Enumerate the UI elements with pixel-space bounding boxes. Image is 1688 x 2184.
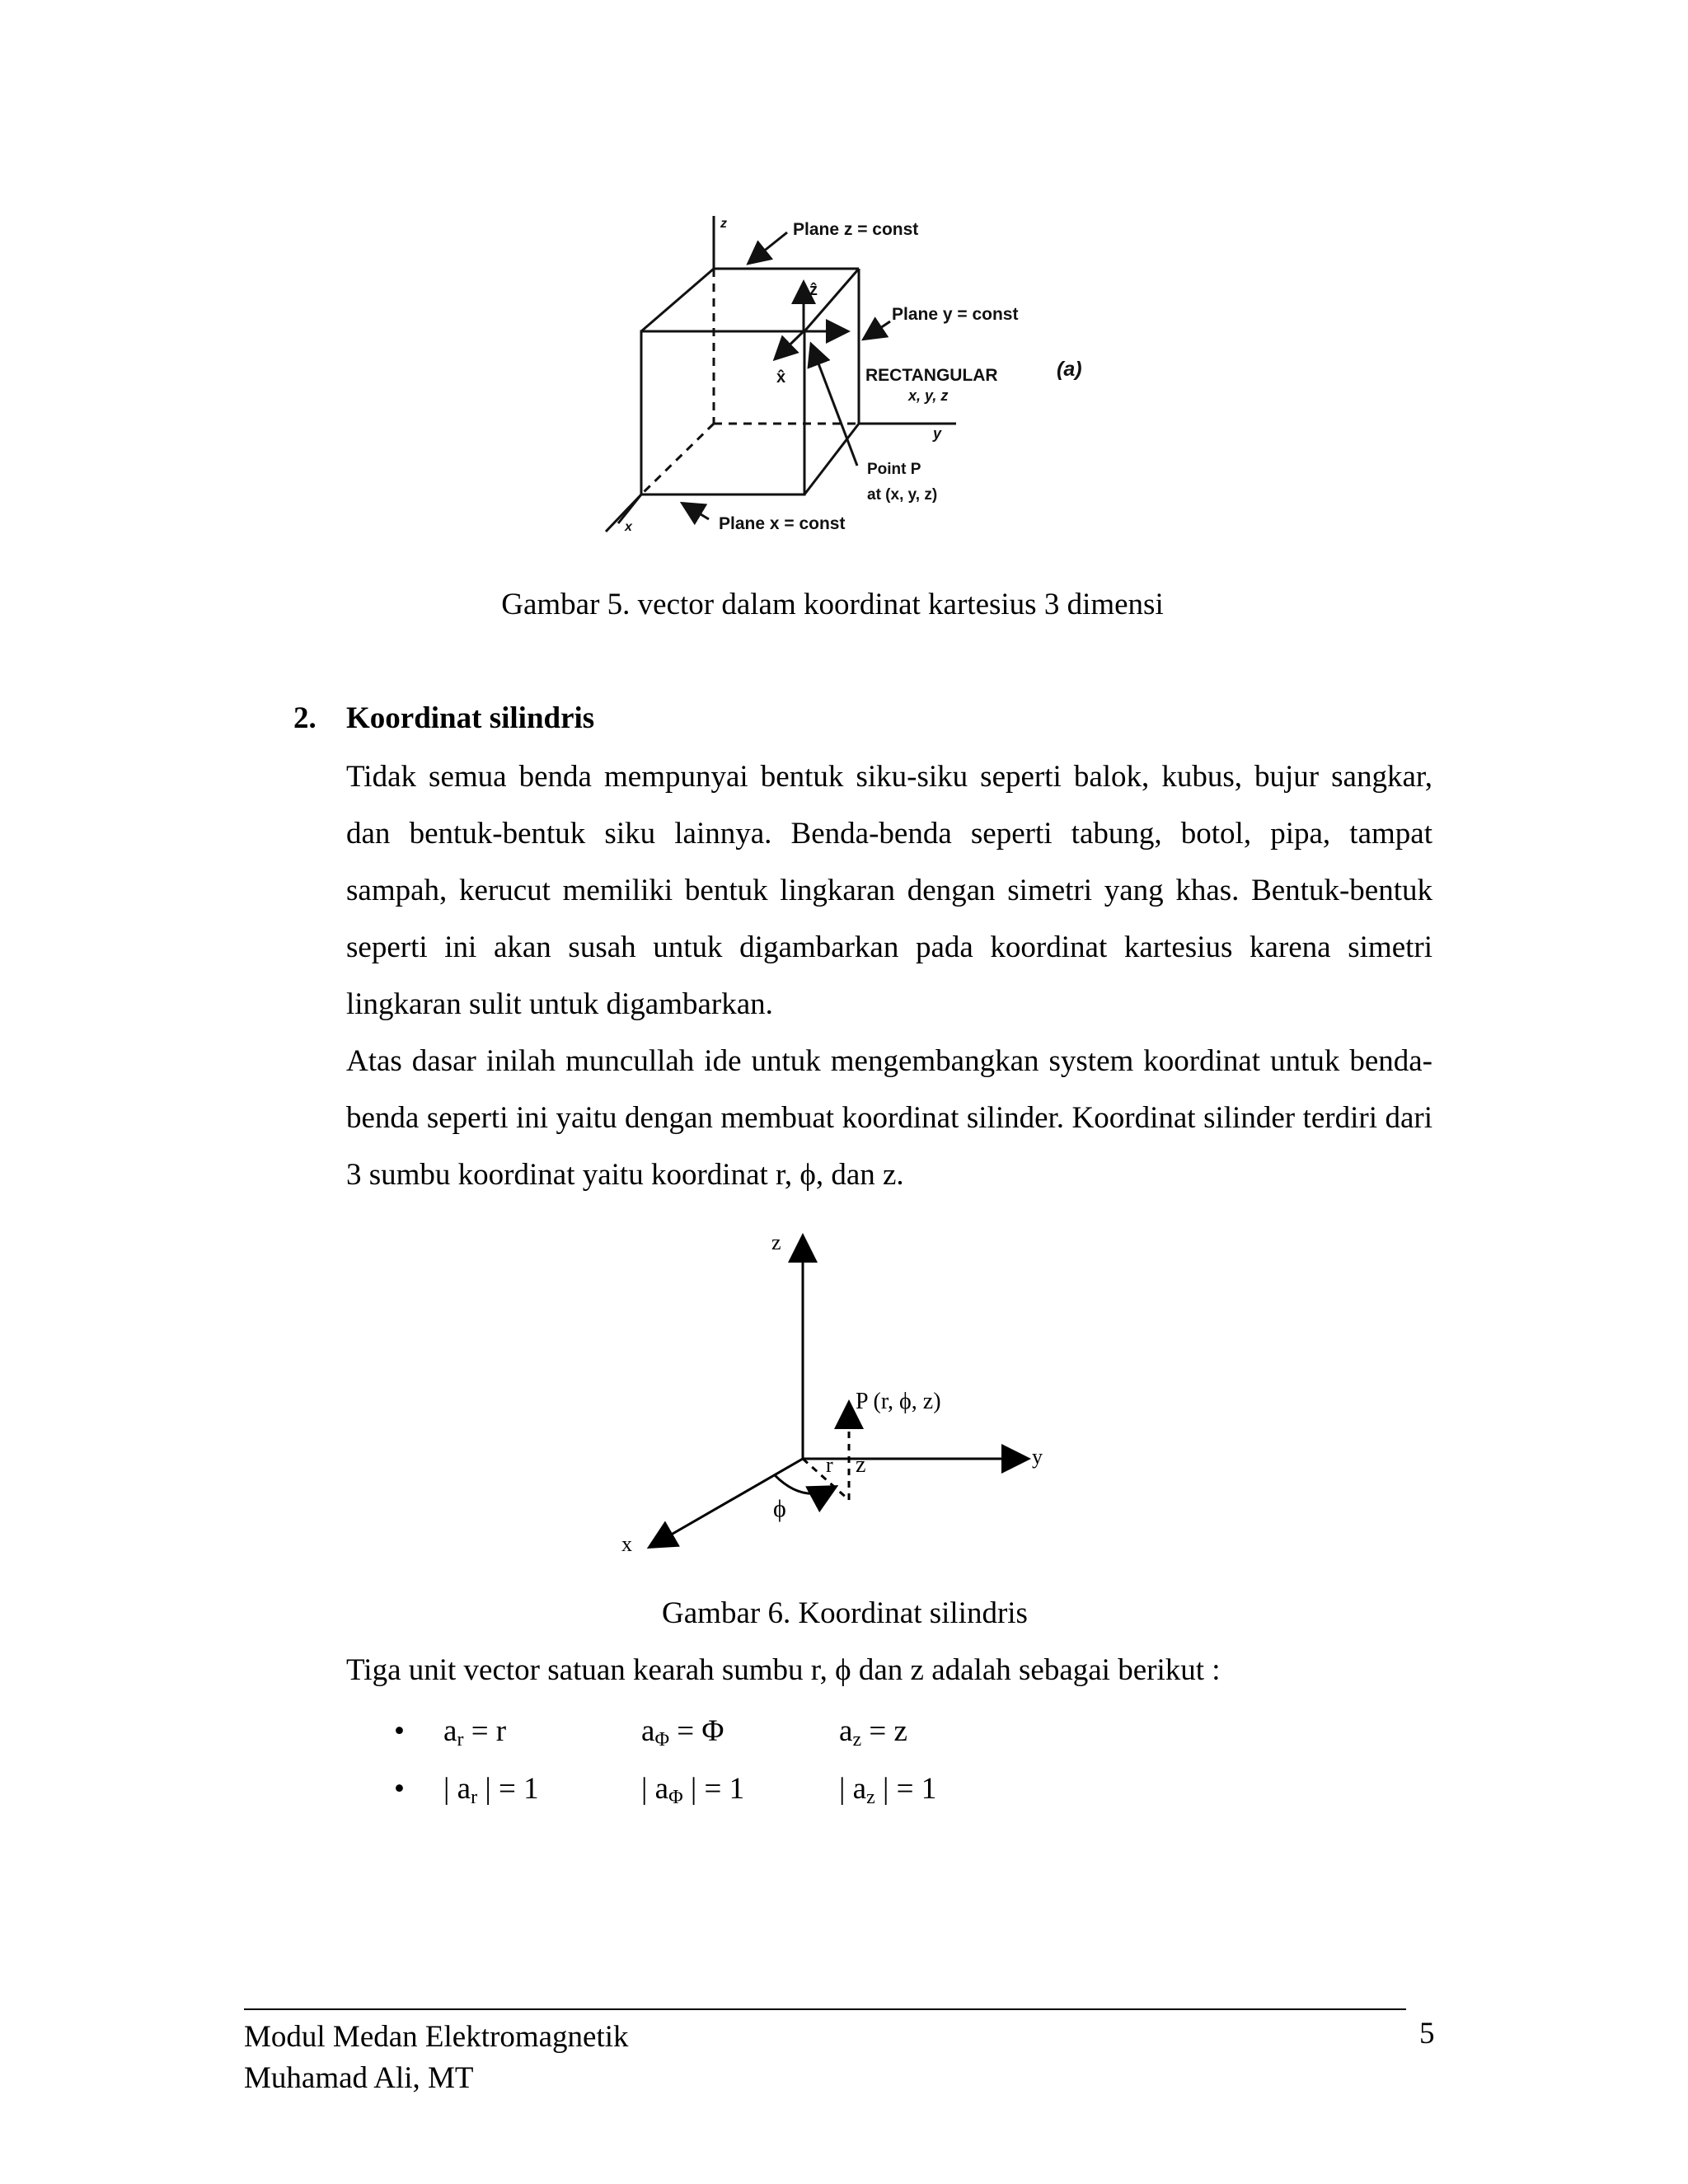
unit-vector-aphi: $a_\Phi = \Phi$	[641, 1714, 724, 1750]
fig6-label-point: P (r, ϕ, z)	[856, 1389, 941, 1414]
section-title: Koordinat silindris	[346, 701, 595, 735]
figure-6-caption: Gambar 6. Koordinat silindris	[662, 1596, 1028, 1630]
unit-vector-ar: $a_r = r$	[443, 1714, 507, 1750]
fig5-label-x-axis: x	[625, 520, 632, 534]
footer-author: Muhamad Ali, MT	[244, 2061, 474, 2095]
bullet: •	[394, 1772, 405, 1806]
fig6-label-z-small: z	[856, 1452, 866, 1478]
fig5-label-point-p: Point P	[867, 461, 921, 478]
fig6-label-r: r	[826, 1453, 833, 1477]
fig5-label-unit-x: x̂	[776, 368, 786, 387]
fig6-label-phi: ϕ	[773, 1495, 786, 1522]
fig5-label-rect-vars: x, y, z	[908, 387, 949, 404]
unit-vector-az-magnitude: | $a_z$ | = 1	[839, 1772, 937, 1808]
section-paragraph-1: Tidak semua benda mempunyai bentuk siku-siku seperti balok, kubus, bujur sangkar, dan bentuk-bentuk siku lainnya. Benda-benda seperti tabung, botol, pipa, tampat sampah, kerucut memiliki bentuk lingkaran dengan simetri yang khas. Bentuk-bentuk seperti ini akan susah untuk digambarkan pada koordinat kartesius karena simetri lingkaran sulit untuk digambarkan.	[346, 760, 1432, 1021]
page-number: 5	[1419, 2017, 1435, 2050]
fig5-label-y-axis: y	[933, 425, 942, 442]
fig5-label-plane-y: Plane y = const	[892, 305, 1019, 324]
section-heading	[293, 701, 316, 736]
figure-5-rectangular-coordinates	[560, 198, 1104, 560]
fig5-label-plane-z: Plane z = const	[793, 220, 919, 239]
fig6-label-z: z	[771, 1230, 781, 1254]
footer-module-title: Modul Medan Elektromagnetik	[244, 2020, 629, 2054]
fig5-label-z-axis: z	[720, 217, 727, 231]
fig6-label-x: x	[621, 1532, 632, 1556]
unit-vector-aphi-magnitude: | $a_\Phi$ | = 1	[641, 1772, 745, 1808]
fig5-label-unit-z: ẑ	[809, 281, 818, 299]
unit-vector-az: $a_z = z$	[839, 1714, 907, 1750]
fig5-label-rectangular: RECTANGULAR	[865, 366, 998, 385]
section-paragraph-2: Atas dasar inilah muncullah ide untuk mengembangkan system koordinat untuk benda-benda seperti ini yaitu dengan membuat koordinat silinder. Koordinat silinder terdiri dari 3 sumbu koordinat yaitu koordinat r, ϕ, dan z.	[346, 1044, 1432, 1192]
fig5-label-point-coords: at (x, y, z)	[867, 486, 938, 504]
figure-5-caption: Gambar 5. vector dalam koordinat kartesius 3 dimensi	[501, 588, 1164, 621]
unit-vector-row-2	[394, 1771, 971, 1812]
footer-divider	[244, 2008, 1406, 2010]
bullet: •	[394, 1714, 405, 1748]
figure-6-cylindrical-coordinates	[610, 1220, 1071, 1566]
section-number: 2.	[293, 701, 316, 735]
unit-vector-row-1	[394, 1713, 971, 1755]
unit-vector-ar-magnitude: | $a_r$ | = 1	[443, 1772, 539, 1808]
fig6-label-y: y	[1032, 1445, 1043, 1469]
unit-vectors-intro: Tiga unit vector satuan kearah sumbu r, ϕ dan z adalah sebagai berikut :	[346, 1653, 1221, 1687]
fig5-label-plane-x: Plane x = const	[719, 514, 846, 533]
fig5-label-panel-letter: (a)	[1057, 358, 1082, 381]
